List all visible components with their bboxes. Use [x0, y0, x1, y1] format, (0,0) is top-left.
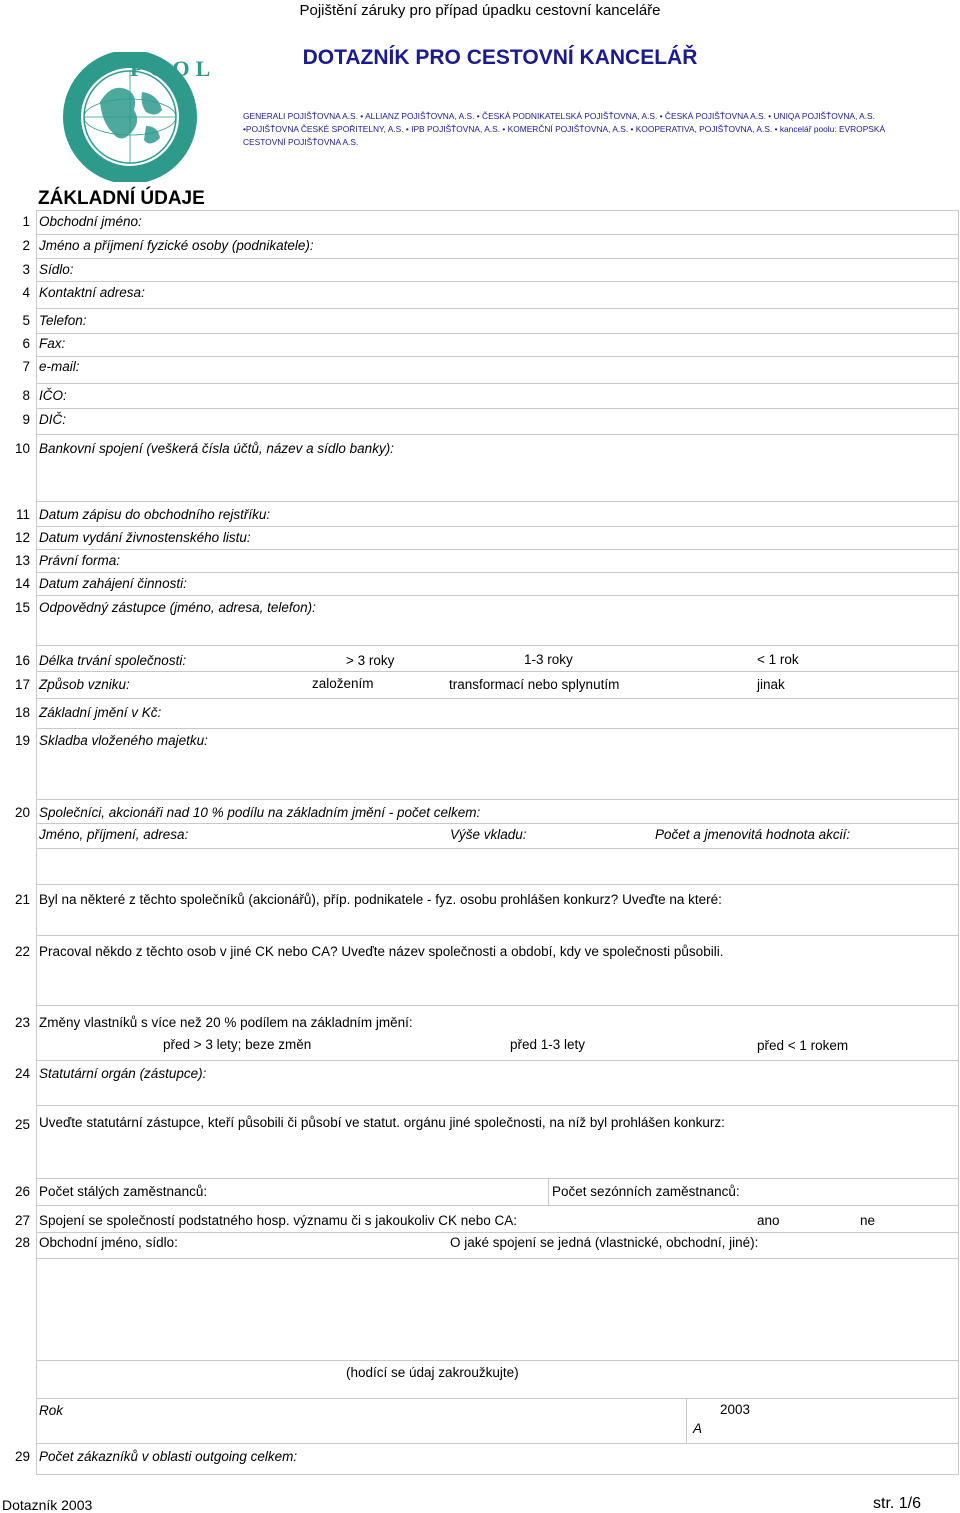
- row-number: 15: [14, 600, 30, 615]
- row-number: 20: [14, 805, 30, 820]
- footer-document-name: Dotazník 2003: [2, 1497, 93, 1513]
- row-divider: [36, 884, 959, 885]
- row-number: 4: [22, 285, 30, 300]
- row-number: 8: [22, 388, 30, 403]
- row-divider: [36, 1398, 959, 1399]
- field-label-dic: DIČ:: [39, 412, 66, 427]
- insurers-line: GENERALI POJIŠŤOVNA A.S. • ALLIANZ POJIŠŤOVNA, A.S. • ČESKÁ PODNIKATELSKÁ POJIŠŤOVNA, A.S. • ČESKÁ POJIŠŤOVNA A.S. • UNIQA POJIŠŤOVNA, A.S.: [243, 111, 875, 121]
- row-divider: [36, 698, 959, 699]
- row-divider: [36, 549, 959, 550]
- field-label-ownership-changes: Změny vlastníků s více než 20 % podílem na základním jmění:: [39, 1015, 413, 1030]
- field-label-statutory-bankruptcy: Uveďte statutární zástupce, kteří působili či působí ve statut. orgánu jiné společnosti, na níž byl prohlášen konkurz:: [39, 1115, 725, 1130]
- option-1-3-years-ago[interactable]: před 1-3 lety: [510, 1037, 586, 1052]
- field-label-capital: Základní jmění v Kč:: [39, 705, 162, 720]
- field-label-email: e-mail:: [39, 359, 80, 374]
- row-number: 25: [14, 1117, 30, 1132]
- row-divider: [36, 799, 959, 800]
- field-label-shareholders: Společníci, akcionáři nad 10 % podílu na základním jmění - počet celkem:: [39, 805, 481, 820]
- row-divider: [36, 935, 959, 936]
- row-divider: [36, 356, 959, 357]
- row-number: 19: [14, 733, 30, 748]
- field-label-ico: IČO:: [39, 388, 67, 403]
- field-label-statutory-body: Statutární orgán (zástupce):: [39, 1066, 207, 1081]
- form-grid: [36, 210, 959, 1475]
- row-divider: [36, 1060, 959, 1061]
- field-label-seat: Sídlo:: [39, 262, 74, 277]
- row-divider: [36, 234, 959, 235]
- field-label-contact-address: Kontaktní adresa:: [39, 285, 145, 300]
- column-divider: [548, 1178, 549, 1205]
- row-divider: [36, 1443, 959, 1444]
- year-label: Rok: [39, 1403, 64, 1418]
- field-label-bank: Bankovní spojení (veškerá čísla účtů, název a sídlo banky):: [39, 441, 394, 456]
- row-divider: [36, 1005, 959, 1006]
- column-header-shares: Počet a jmenovitá hodnota akcií:: [655, 827, 851, 842]
- field-label-person-name: Jméno a příjmení fyzické osoby (podnikatele):: [39, 238, 314, 253]
- row-number: 10: [14, 441, 30, 456]
- field-label-business-name: Obchodní jméno:: [39, 214, 142, 229]
- pool-logo: [50, 52, 215, 182]
- row-divider: [36, 408, 959, 409]
- field-label-connection-type: O jaké spojení se jedná (vlastnické, obchodní, jiné):: [450, 1235, 759, 1250]
- option-over-3-years[interactable]: > 3 roky: [346, 653, 395, 668]
- row-number: 23: [14, 1015, 30, 1030]
- row-divider: [36, 1178, 959, 1179]
- field-label-registry-date: Datum zápisu do obchodního rejstříku:: [39, 507, 271, 522]
- row-divider: [36, 823, 959, 824]
- field-label-phone: Telefon:: [39, 313, 87, 328]
- row-number: 14: [14, 576, 30, 591]
- row-number: 18: [14, 705, 30, 720]
- logo-text: POOL: [130, 56, 217, 81]
- row-number: 21: [14, 892, 30, 907]
- row-number: 12: [14, 530, 30, 545]
- field-label-trade-license-date: Datum vydání živnostenského listu:: [39, 530, 251, 545]
- row-divider: [36, 434, 959, 435]
- row-number: 3: [22, 262, 30, 277]
- row-divider: [36, 383, 959, 384]
- option-yes[interactable]: ano: [757, 1213, 780, 1228]
- row-divider: [36, 728, 959, 729]
- row-divider: [36, 308, 959, 309]
- field-label-connected-company: Obchodní jméno, sídlo:: [39, 1235, 178, 1250]
- row-divider: [36, 1258, 959, 1259]
- year-value: 2003: [720, 1402, 751, 1417]
- row-divider: [36, 1105, 959, 1106]
- row-divider: [36, 1360, 959, 1361]
- insurers-list: [243, 110, 943, 149]
- field-label-representative: Odpovědný zástupce (jméno, adresa, telefon):: [39, 600, 316, 615]
- row-divider: [36, 645, 959, 646]
- field-label-duration: Délka trvání společnosti:: [39, 653, 187, 668]
- field-label-fax: Fax:: [39, 336, 66, 351]
- document-header: Pojištění záruky pro případ úpadku cestovní kanceláře: [299, 2, 661, 19]
- option-under-1-year[interactable]: < 1 rok: [757, 652, 799, 667]
- row-divider: [36, 671, 959, 672]
- year-subheader: A: [693, 1421, 703, 1436]
- field-label-outgoing-customers: Počet zákazníků v oblasti outgoing celkem:: [39, 1449, 298, 1464]
- option-1-3-years[interactable]: 1-3 roky: [524, 652, 573, 667]
- option-no[interactable]: ne: [860, 1213, 876, 1228]
- row-divider: [36, 572, 959, 573]
- row-divider: [36, 281, 959, 282]
- insurers-line: •POJIŠŤOVNA ČESKÉ SPOŘITELNY, A.S. • IPB POJIŠŤOVNA, A.S. • KOMERČNÍ POJIŠŤOVNA, A.S. • KOOPERATIVA, POJIŠŤOVNA, A.S. • kancelář poolu: EVROPSKÁ: [243, 124, 886, 134]
- row-number: 24: [14, 1066, 30, 1081]
- insurers-line: CESTOVNÍ POJIŠŤOVNA A.S.: [243, 137, 359, 147]
- row-number: 9: [22, 412, 30, 427]
- field-label-other-agency: Pracoval někdo z těchto osob v jiné CK nebo CA? Uveďte název společnosti a období, kdy ve společnosti působili.: [39, 944, 724, 959]
- footer-page-number: str. 1/6: [873, 1495, 922, 1512]
- row-divider: [36, 595, 959, 596]
- row-number: 7: [22, 359, 30, 374]
- row-divider: [36, 501, 959, 502]
- field-label-origin: Způsob vzniku:: [39, 677, 130, 692]
- row-divider: [36, 526, 959, 527]
- field-label-connection: Spojení se společností podstatného hosp. významu či s jakoukoliv CK nebo CA:: [39, 1213, 518, 1228]
- page-title: DOTAZNÍK PRO CESTOVNÍ KANCELÁŘ: [302, 46, 698, 69]
- field-label-permanent-staff: Počet stálých zaměstnanců:: [39, 1184, 208, 1199]
- field-label-assets: Skladba vloženého majetku:: [39, 733, 208, 748]
- column-divider: [686, 1398, 687, 1443]
- field-label-start-date: Datum zahájení činnosti:: [39, 576, 187, 591]
- field-label-bankruptcy: Byl na některé z těchto společníků (akcionářů), příp. podnikatele - fyz. osobu prohlášen konkurz? Uveďte na které:: [39, 892, 722, 907]
- option-transformation[interactable]: transformací nebo splynutím: [449, 677, 620, 692]
- column-header-deposit: Výše vkladu:: [450, 827, 527, 842]
- row-number: 29: [14, 1449, 30, 1464]
- row-number: 27: [14, 1213, 30, 1228]
- instruction-note: (hodící se údaj zakroužkujte): [346, 1365, 519, 1380]
- option-over-3-years-no-change[interactable]: před > 3 lety; beze změn: [163, 1037, 312, 1052]
- row-divider: [36, 1232, 959, 1233]
- row-divider: [36, 848, 959, 849]
- row-divider: [36, 1205, 959, 1206]
- section-title: ZÁKLADNÍ ÚDAJE: [38, 188, 205, 209]
- row-number: 6: [22, 336, 30, 351]
- row-number: 16: [14, 653, 30, 668]
- option-other[interactable]: jinak: [757, 677, 785, 692]
- row-number: 26: [14, 1184, 30, 1199]
- option-under-1-year-ago[interactable]: před < 1 rokem: [757, 1038, 849, 1053]
- field-label-legal-form: Právní forma:: [39, 553, 121, 568]
- row-number: 13: [14, 553, 30, 568]
- row-number: 17: [14, 677, 30, 692]
- column-header-name: Jméno, příjmení, adresa:: [39, 827, 189, 842]
- row-number: 28: [14, 1235, 30, 1250]
- row-number: 22: [14, 944, 30, 959]
- field-label-seasonal-staff: Počet sezónních zaměstnanců:: [552, 1184, 740, 1199]
- row-number: 5: [22, 313, 30, 328]
- row-divider: [36, 333, 959, 334]
- option-founding[interactable]: založením: [312, 676, 374, 691]
- row-number: 1: [22, 214, 30, 229]
- row-divider: [36, 258, 959, 259]
- row-number: 2: [22, 238, 30, 253]
- row-number: 11: [15, 507, 30, 522]
